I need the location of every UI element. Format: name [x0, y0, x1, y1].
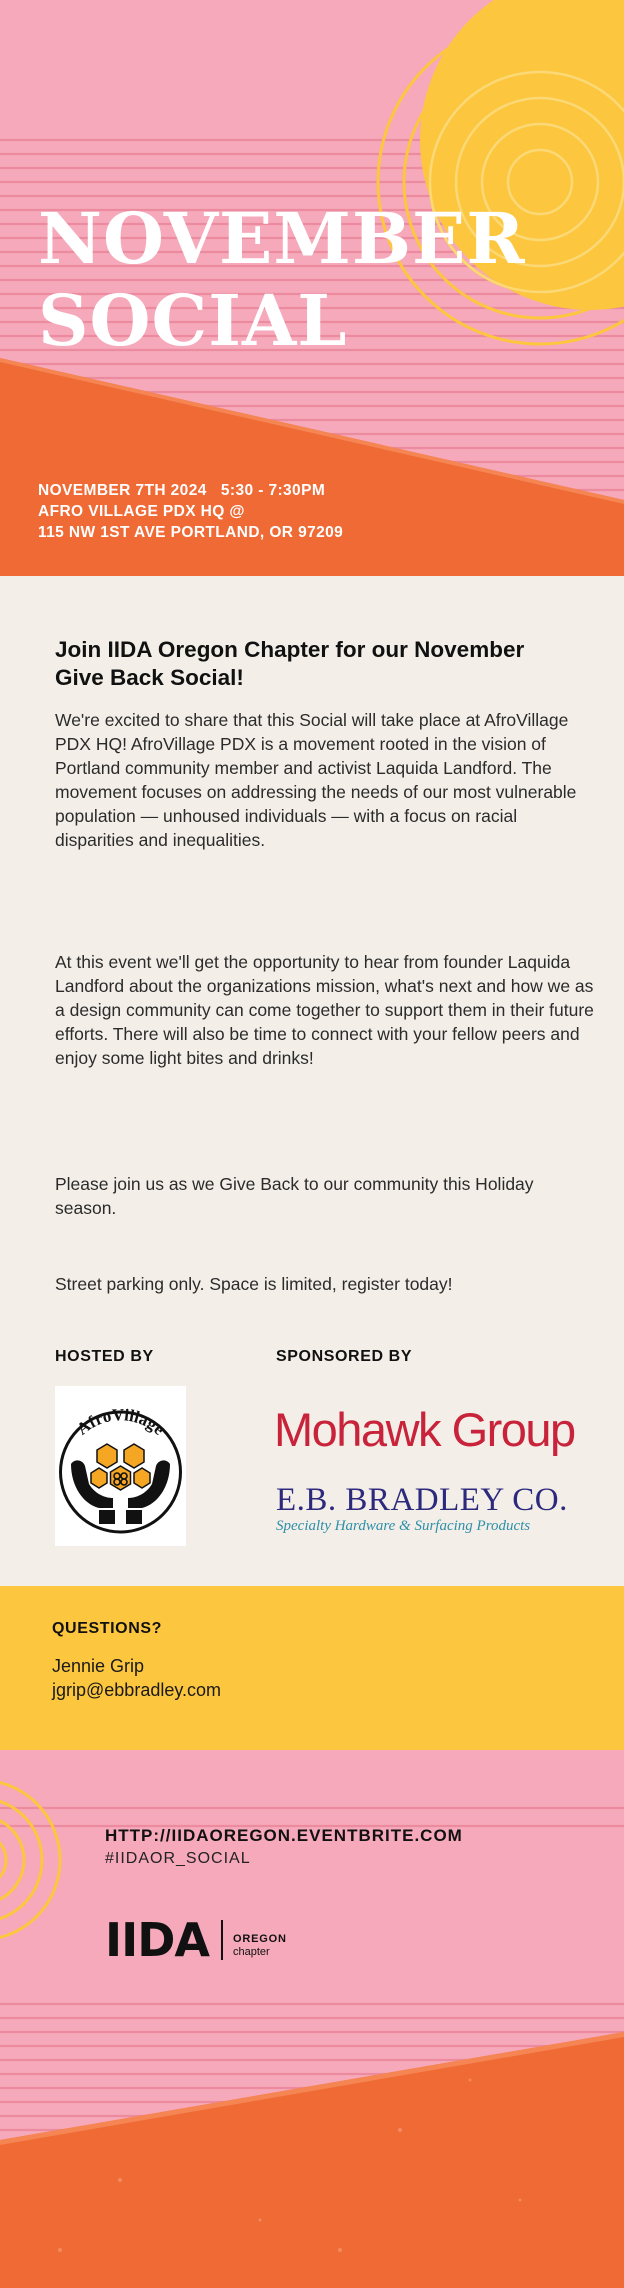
- contact-email-link[interactable]: jgrip@ebbradley.com: [52, 1680, 222, 1700]
- iida-logo-chapter: chapter: [233, 1946, 270, 1958]
- event-address: 115 NW 1ST AVE PORTLAND, OR 97209: [38, 524, 344, 541]
- questions-label: QUESTIONS?: [52, 1620, 163, 1637]
- event-title-line2: SOCIAL: [38, 279, 348, 362]
- hosted-by-label: HOSTED BY: [55, 1348, 154, 1365]
- paragraph-parking: Street parking only. Space is limited, register today!: [55, 1274, 453, 1294]
- svg-text:AfroVillage: AfroVillage: [73, 1405, 169, 1439]
- questions-section: [0, 1586, 624, 1750]
- event-venue: AFRO VILLAGE PDX HQ @: [38, 503, 245, 520]
- iida-logo-region: OREGON: [233, 1933, 287, 1945]
- afrovillage-logo-icon: [55, 1386, 186, 1546]
- event-hashtag: #IIDAOR_SOCIAL: [105, 1850, 251, 1867]
- event-details: [38, 480, 343, 543]
- hero-section: [0, 0, 624, 576]
- event-date-time: NOVEMBER 7TH 2024 5:30 - 7:30PM: [38, 482, 326, 499]
- section-heading: Join IIDA Oregon Chapter for our November Give Back Social!: [55, 637, 525, 690]
- event-title: [38, 198, 526, 362]
- sponsored-by-label: SPONSORED BY: [276, 1348, 413, 1365]
- contact-name: Jennie Grip: [52, 1656, 145, 1676]
- paragraph-invite: Please join us as we Give Back to our community this Holiday season.: [55, 1174, 534, 1218]
- footer-section: [0, 1750, 624, 2288]
- mohawk-group-logo: Mohawk Group: [274, 1403, 575, 1456]
- event-title-line1: NOVEMBER: [38, 197, 526, 280]
- eb-bradley-logo: E.B. BRADLEY CO.: [276, 1482, 568, 1518]
- paragraph-details: At this event we'll get the opportunity to hear from founder Laquida Landford about the organizations mission, what's next and how we as a design community can come together to support them in their future efforts. There will also be time to connect with your fellow peers and enjoy some light bites and drinks!: [55, 952, 594, 1068]
- afrovillage-logo: [55, 1386, 186, 1546]
- iida-logo-subtitle: [233, 1921, 287, 1959]
- eb-bradley-tagline: Specialty Hardware & Surfacing Products: [276, 1518, 531, 1534]
- iida-logo-divider: [221, 1920, 223, 1960]
- eventbrite-link[interactable]: HTTP://IIDAOREGON.EVENTBRITE.COM: [105, 1826, 463, 1845]
- paragraph-intro: We're excited to share that this Social will take place at AfroVillage PDX HQ! AfroVillage PDX is a movement rooted in the vision of Portland community member and activist Laquida Landford. The movement focuses on addressing the needs of our most vulnerable population — unhoused individuals — with a focus on racial disparities and inequalities.: [55, 710, 577, 850]
- description-section: [0, 576, 624, 1586]
- iida-logo-word: IIDA: [105, 1913, 210, 1967]
- iida-oregon-logo: [105, 1910, 287, 1970]
